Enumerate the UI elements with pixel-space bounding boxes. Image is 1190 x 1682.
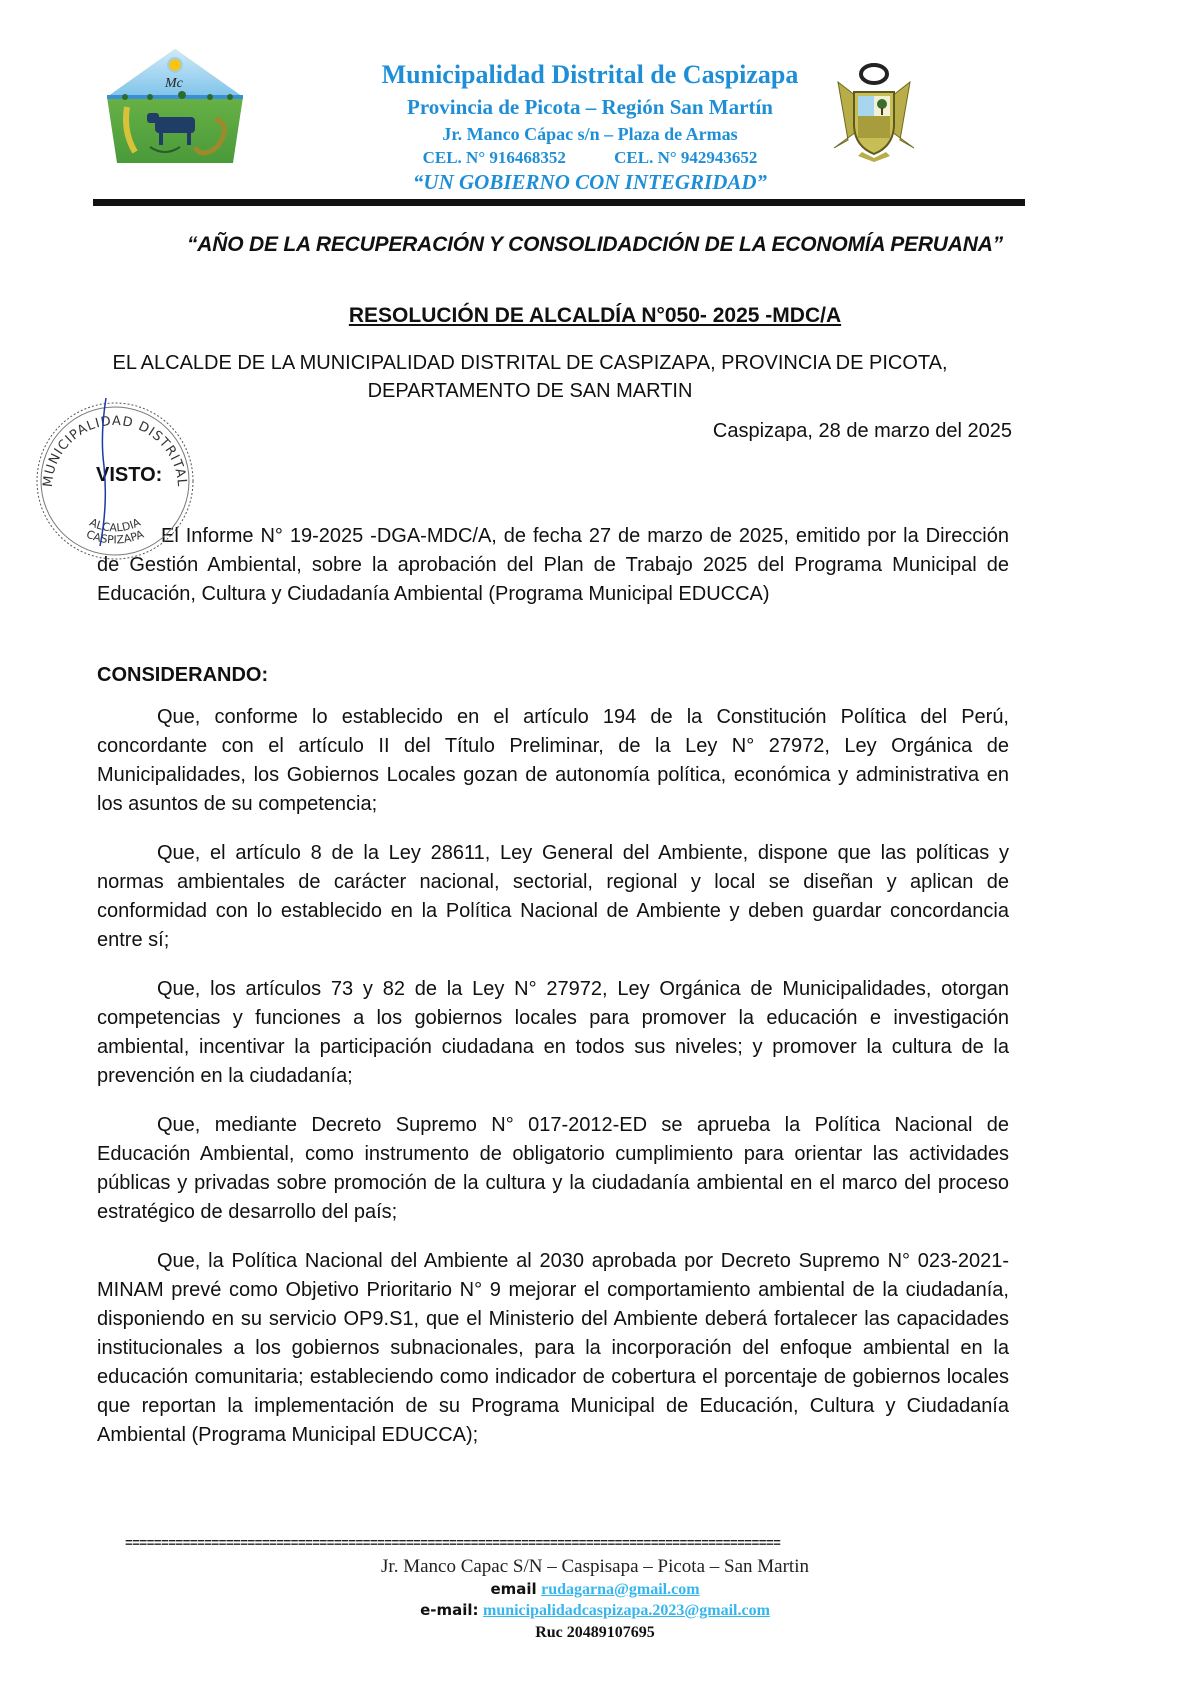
footer-ruc: Ruc 20489107695	[535, 1624, 655, 1641]
footer-address: Jr. Manco Capac S/N – Caspisapa – Picota – San Martin	[381, 1556, 809, 1577]
official-stamp	[30, 396, 200, 566]
visto-heading: VISTO:	[96, 464, 163, 486]
letterhead-divider	[93, 199, 1025, 206]
municipal-emblem-icon	[105, 47, 245, 165]
considerando-paragraph: Que, los artículos 73 y 82 de la Ley N° 27972, Ley Orgánica de Municipalidades, otorgan competencias y funciones a los gobiernos locales para promover la educación e investigación ambiental, incentivar la participación ciudadana en todos sus niveles; y promover la cultura de la prevención en la ciudadanía;	[97, 978, 1009, 1087]
footer-email-2	[0, 1601, 1190, 1620]
footer-email-1	[0, 1580, 1190, 1599]
phone-2: CEL. N° 942943652	[614, 148, 758, 167]
visto-paragraph: El Informe N° 19-2025 -DGA-MDC/A, de fecha 27 de marzo de 2025, emitido por la Dirección de Gestión Ambiental, sobre la aprobación del Plan de Trabajo 2025 del Programa Municipal de Educación, Cultura y Ciudadanía Ambiental (Programa Municipal EDUCCA)	[97, 525, 1009, 605]
letterhead-address: Jr. Manco Cápac s/n – Plaza de Armas	[442, 124, 738, 144]
email-label: email	[490, 1580, 537, 1598]
email-link-2[interactable]: municipalidadcaspizapa.2023@gmail.com	[482, 1602, 770, 1619]
stamp-middle-text: ALCALDIA	[87, 515, 143, 535]
email-link-1[interactable]: rudagarna@gmail.com	[541, 1581, 700, 1598]
considerando-paragraph: Que, el artículo 8 de la Ley 28611, Ley General del Ambiente, dispone que las políticas y normas ambientales de carácter nacional, sectorial, regional y local se diseñan y aplican de conformidad con lo establecido en la Política Nacional de Ambiente y deben guardar concordancia entre sí;	[97, 842, 1009, 951]
resolution-title: RESOLUCIÓN DE ALCALDÍA N°050- 2025 -MDC/A	[348, 304, 842, 327]
email-label: e-mail:	[420, 1601, 479, 1619]
visto-text	[97, 522, 1009, 609]
place-date: Caspizapa, 28 de marzo del 2025	[712, 420, 1012, 442]
phone-1: CEL. N° 916468352	[422, 148, 566, 167]
motto: “UN GOBIERNO CON INTEGRIDAD”	[412, 170, 768, 194]
considerando-paragraph: Que, la Política Nacional del Ambiente al 2030 aprobada por Decreto Supremo N° 023-2021-MINAM prevé como Objetivo Prioritario N° 9 mejorar el comportamiento ambiental de la ciudadanía, disponiendo en su servicio OP9.S1, que el Ministerio del Ambiente deberá fortalecer las capacidades institucionales a los gobiernos subnacionales, para la incorporación del enfoque ambiental en la educación comunitaria; estableciendo como indicador de cobertura el porcentaje de gobiernos locales que reportan la implementación de su Programa Municipal de Educación, Cultura y Ciudadanía Ambiental (Programa Municipal EDUCCA);	[97, 1250, 1009, 1446]
considerando-heading: CONSIDERANDO:	[97, 664, 269, 686]
considerando-paragraph: Que, conforme lo establecido en el artículo 194 de la Constitución Política del Perú, concordante con el artículo II del Título Preliminar, de la Ley N° 27972, Ley Orgánica de Municipalidades, los Gobiernos Locales gozan de autonomía política, económica y administrativa en los asuntos de su competencia;	[97, 706, 1009, 815]
province-region: Provincia de Picota – Región San Martín	[407, 95, 773, 119]
stamp-top-text: MUNICIPALIDAD DISTRITAL	[40, 413, 190, 488]
stamp-bottom-text: CASPIZAPA	[84, 527, 146, 547]
municipality-name: Municipalidad Distrital de Caspizapa	[381, 60, 799, 89]
year-slogan: “AÑO DE LA RECUPERACIÓN Y CONSOLIDADCIÓN DE LA ECONOMÍA PERUANA”	[187, 233, 1003, 256]
footer-rule: ===========================================================================================	[125, 1536, 781, 1551]
considerando-paragraph: Que, mediante Decreto Supremo N° 017-2012-ED se aprueba la Política Nacional de Educación Ambiental, como instrumento de obligatorio cumplimiento para orientar las actividades públicas y privadas sobre promoción de la cultura y la ciudadanía ambiental en el marco del proceso estratégico de desarrollo del país;	[97, 1114, 1009, 1223]
peru-coat-of-arms-icon	[828, 62, 920, 166]
issuer-statement: EL ALCALDE DE LA MUNICIPALIDAD DISTRITAL DE CASPIZAPA, PROVINCIA DE PICOTA, DEPARTAMENTO DE SAN MARTIN	[112, 352, 948, 402]
svg-text:Mc: Mc	[165, 76, 183, 91]
svg-text:MUNICIPALIDAD DISTRITAL	[41, 414, 189, 488]
